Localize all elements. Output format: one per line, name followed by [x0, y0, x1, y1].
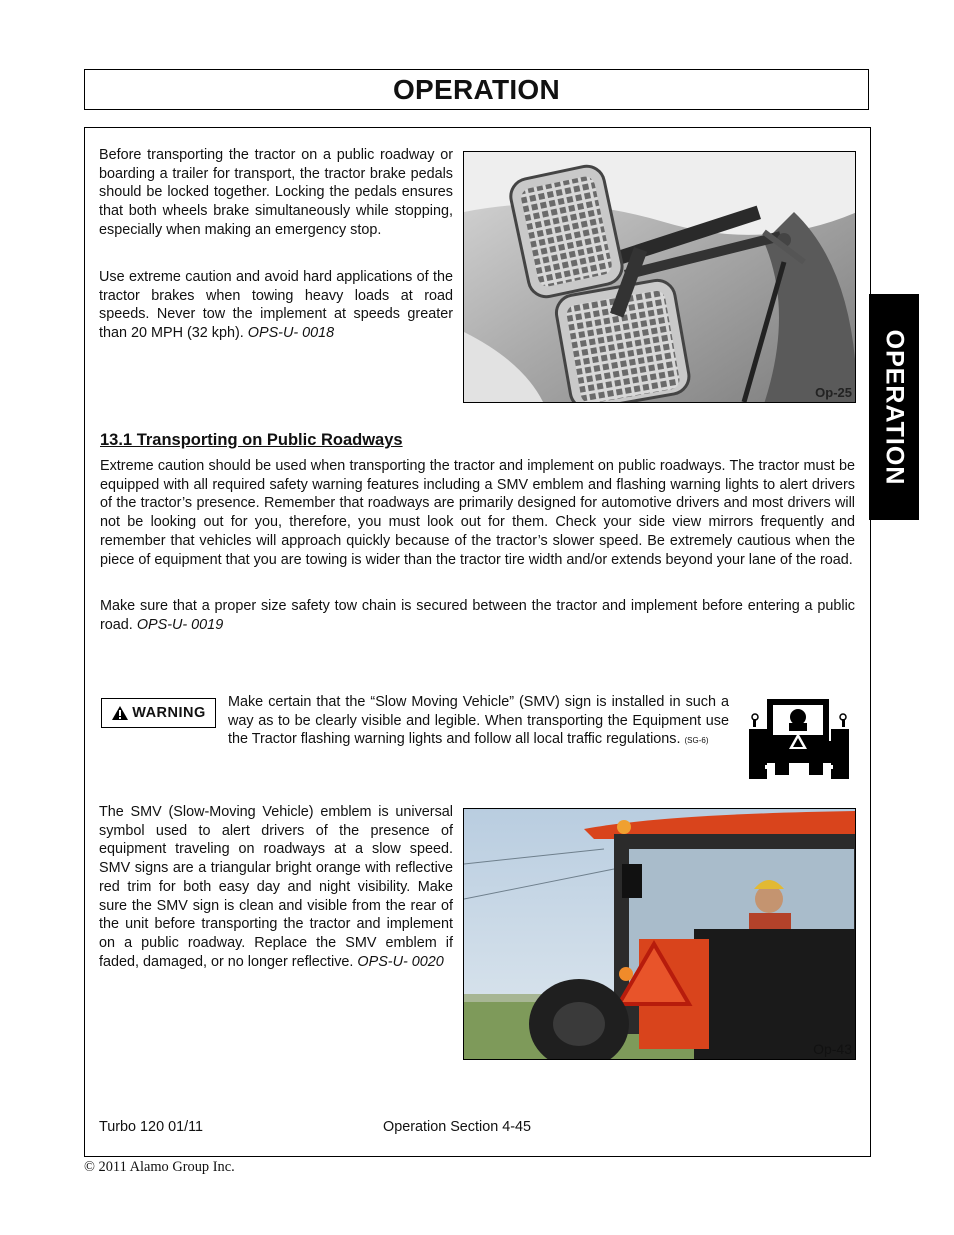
smv-tractor-photo	[463, 808, 856, 1060]
transport-ops-ref: OPS-U- 0019	[136, 616, 224, 633]
brakes-paragraph-2	[99, 268, 453, 343]
smv-paragraph-text: The SMV (Slow-Moving Vehicle) emblem is universal symbol used to alert drivers of the presence of equipment traveling on roadways at a slow speed. SMV signs are a triangular bright orange with reflective red trim for both easy day and night visibility. Make sure the SMV sign is clean and visible from the rear of the unit before transporting the tractor and implement on a public roadway. Replace the SMV emblem if faded, damaged, or no longer reflective.	[99, 804, 453, 970]
brake-pedals-photo	[463, 151, 856, 403]
warning-code: (SG-6)	[684, 736, 709, 746]
brakes-ops-ref: OPS-U- 0018	[247, 325, 335, 342]
transport-paragraph-1: Extreme caution should be used when transporting the tractor and implement on public roadways. The tractor must be equipped with all required safety warning features including a SMV emblem and flashing warning lights to alert drivers of the tractor’s presence. Remember that roadways are primarily designed for automotive drivers and most drivers will not be looking out for you, therefore, you must look out for them. Check your side view mirrors frequently and remember that vehicles will approach quickly because of the tractor’s slower speed. Be extremely cautious when the piece of equipment that you are towing is wider than the tractor tire width and/or extends beyond your lane of the road.	[100, 458, 855, 568]
page-title: OPERATION	[392, 73, 561, 105]
section-heading: 13.1 Transporting on Public Roadways	[100, 431, 403, 449]
page-header	[84, 69, 869, 110]
copyright: © 2011 Alamo Group Inc.	[84, 1159, 235, 1175]
smv-ops-ref: OPS-U- 0020	[357, 953, 444, 970]
section-tab-label: OPERATION	[880, 329, 909, 485]
section-tab	[869, 294, 919, 520]
transport-paragraph-2-text: Make sure that a proper size safety tow chain is secured between the tractor and implement before entering a public road.	[100, 598, 855, 633]
smv-photo-label: Op-43	[813, 1041, 852, 1057]
brakes-paragraph-1: Before transporting the tractor on a public roadway or boarding a trailer for transport, the tractor brake pedals should be locked together. Locking the pedals ensures that both wheels brake simultaneously while stopping, especially when making an emergency stop.	[99, 147, 453, 238]
footer-page-section: Operation Section 4-45	[383, 1119, 531, 1135]
smv-paragraph	[99, 803, 453, 971]
brakes-paragraph-2-text: Use extreme caution and avoid hard applications of the tractor brakes when towing heavy loads at road speeds. Never tow the implement at speeds greater than 20 MPH (32 kph).	[99, 269, 453, 342]
warning-label-box	[101, 698, 216, 728]
warning-label: WARNING	[132, 705, 206, 721]
warning-triangle-icon	[111, 705, 129, 721]
transport-paragraph-2	[100, 597, 855, 634]
brake-pedals-image	[464, 152, 856, 403]
smv-tractor-image	[464, 809, 856, 1060]
smv-tractor-rear-icon	[747, 697, 851, 781]
footer-model-date: Turbo 120 01/11	[99, 1119, 204, 1135]
warning-text-body: Make certain that the “Slow Moving Vehicle” (SMV) sign is installed in such a way as to be clearly visible and legible. When transporting the Equipment use the Tractor flashing warning lights and follow all local traffic regulations.	[228, 694, 729, 748]
warning-text	[228, 693, 729, 751]
brake-photo-label: Op-25	[815, 385, 852, 400]
